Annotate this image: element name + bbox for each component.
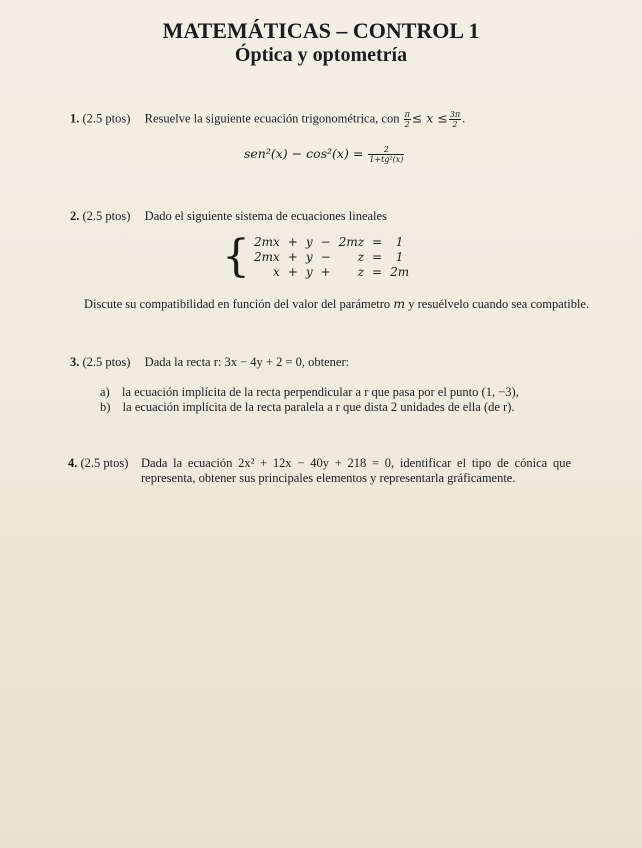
question-points: (2.5 ptos) [82, 111, 131, 126]
system-row [250, 264, 413, 279]
condition-inequality: ≤ x ≤ [411, 110, 448, 126]
question-statement: Dado el siguiente sistema de ecuaciones lineales [144, 209, 387, 223]
system-cell: + [287, 249, 298, 264]
system-cell: + [287, 264, 298, 279]
system-cell: − [320, 249, 331, 264]
page-title: MATEMÁTICAS – CONTROL 1 [162, 18, 480, 43]
discussion-text: Discute su compatibilidad en función del valor del parámetro m y resuélvelo cuando sea compatible. [84, 296, 590, 311]
system-cell: 2mz [338, 234, 365, 249]
system-cell: = [372, 249, 383, 264]
question-number: 1. [70, 111, 80, 126]
system-cell: y [305, 234, 313, 249]
question-4-header [68, 456, 128, 471]
question-statement: Resuelve la siguiente ecuación trigonométrica, con [144, 111, 400, 126]
system-cell: 1 [395, 234, 404, 249]
question-number: 3. [70, 355, 80, 369]
question-1: 1. (2.5 ptos) Resuelve la siguiente ecuación trigonométrica, con $\frac{\pi}{2}$ ≤ x ≤ $\frac{3\pi}{2}$ . [70, 110, 466, 129]
equation-system [222, 230, 413, 282]
system-cell: 2mx [254, 249, 280, 264]
question-2 [70, 209, 387, 224]
system-row [250, 249, 413, 264]
system-cell: = [372, 264, 383, 279]
system-cell: y [305, 264, 313, 279]
question-statement: Dada la recta r: 3x − 4y + 2 = 0, obtener: [144, 355, 350, 369]
system-cell: z [357, 249, 365, 264]
question-points: (2.5 ptos) [82, 209, 131, 223]
fraction: $\frac{\pi}{2}$ [404, 110, 410, 129]
item-text: la ecuación implícita de la recta perpendicular a r que pasa por el punto (1, −3), [121, 385, 519, 399]
system-cell: 1 [395, 249, 404, 264]
question-points: (2.5 ptos) [82, 355, 131, 369]
item-text: la ecuación implícita de la recta paralela a r que dista 2 unidades de ella (de r). [122, 400, 515, 414]
question-points: (2.5 ptos) [80, 456, 129, 470]
system-cell: − [320, 234, 331, 249]
brace-symbol: { [222, 230, 250, 282]
item-label: b) [100, 400, 111, 414]
system-cell: z [357, 264, 365, 279]
question-4-statement: Dada la ecuación 2x² + 12x − 40y + 218 = 0, identificar el tipo de cónica que representa, obtener sus principales elementos y representarla gráficamente. [141, 456, 571, 485]
fraction: $\frac{2}{\text{1+tg²(x)}}$ [369, 145, 404, 164]
question-number: 2. [70, 209, 80, 223]
list-item [100, 385, 519, 400]
system-cell: 2mx [254, 234, 280, 249]
fraction: $\frac{3\pi}{2}$ [449, 110, 461, 129]
question-3 [70, 355, 349, 370]
page-subtitle: Óptica y optometría [234, 44, 408, 66]
system-cell: = [372, 234, 383, 249]
item-label: a) [100, 385, 110, 399]
question-number: 4. [68, 456, 78, 470]
system-table [250, 234, 413, 279]
equation: sen²(x) − cos²(x) = $\frac{2}{\text{1+tg²(x)}}$ [244, 145, 404, 164]
system-cell: + [320, 264, 331, 279]
list-item [100, 400, 515, 415]
system-cell: + [287, 234, 298, 249]
system-row [250, 234, 413, 249]
system-cell: x [273, 264, 280, 279]
system-cell: y [305, 249, 313, 264]
system-cell: 2m [390, 264, 410, 279]
